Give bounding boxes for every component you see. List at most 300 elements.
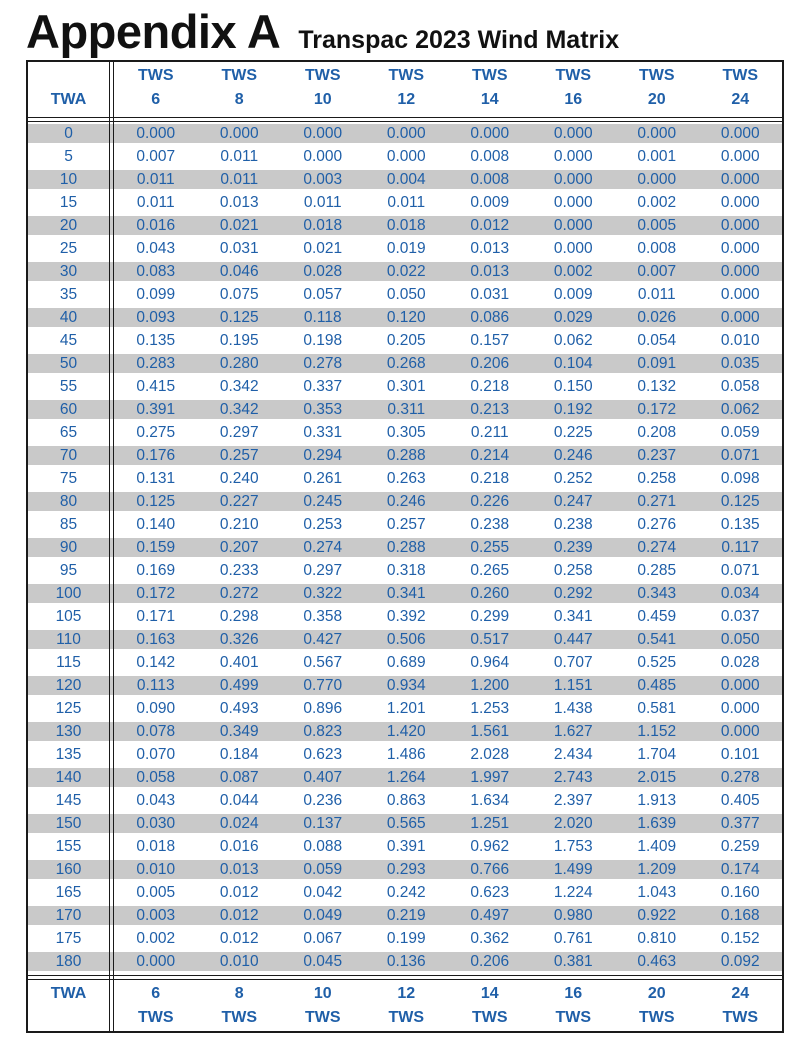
value-cell: 0.000 [720,309,760,326]
value-cell: 0.012 [219,884,259,901]
value-cell: 0.288 [386,539,426,556]
footer-tws-label: TWS [137,1009,174,1026]
header-twa-label: TWA [50,91,87,108]
footer-tws-speed: 12 [397,985,416,1002]
value-cell: 2.015 [637,769,677,786]
table-row [28,260,782,283]
value-cell: 0.152 [720,930,760,947]
value-cell: 0.000 [386,148,426,165]
value-cell: 0.623 [470,884,510,901]
value-cell: 0.034 [720,585,760,602]
footer-tws-label: TWS [471,1009,508,1026]
value-cell: 0.245 [303,493,343,510]
twa-cell: 85 [59,516,78,533]
value-cell: 0.140 [136,516,176,533]
value-cell: 0.362 [470,930,510,947]
value-cell: 0.391 [136,401,176,418]
value-cell: 0.239 [553,539,593,556]
table-row [28,789,782,812]
value-cell: 0.238 [470,516,510,533]
value-cell: 0.565 [386,815,426,832]
footer-tws-speed: 10 [313,985,332,1002]
value-cell: 0.275 [136,424,176,441]
value-cell: 0.093 [136,309,176,326]
value-cell: 0.142 [136,654,176,671]
value-cell: 0.463 [637,953,677,970]
value-cell: 0.299 [470,608,510,625]
value-cell: 0.070 [136,746,176,763]
header-tws-speed: 14 [480,91,499,108]
value-cell: 0.567 [303,654,343,671]
footer-tws-speed: 20 [647,985,666,1002]
value-cell: 0.000 [720,700,760,717]
value-cell: 0.318 [386,562,426,579]
value-cell: 0.255 [470,539,510,556]
value-cell: 0.135 [720,516,760,533]
value-cell: 0.000 [720,677,760,694]
value-cell: 0.770 [303,677,343,694]
value-cell: 0.525 [637,654,677,671]
header-tws-speed: 16 [564,91,583,108]
header-tws-speed: 10 [313,91,332,108]
twa-cell: 115 [56,654,81,671]
value-cell: 1.639 [637,815,677,832]
value-cell: 0.493 [219,700,259,717]
table-row [28,168,782,191]
value-cell: 1.997 [470,769,510,786]
value-cell: 0.261 [303,470,343,487]
table-row [28,536,782,559]
table-row [28,145,782,168]
value-cell: 0.349 [219,723,259,740]
table-row [28,513,782,536]
value-cell: 0.083 [136,263,176,280]
value-cell: 0.236 [303,792,343,809]
value-cell: 0.013 [219,861,259,878]
value-cell: 0.305 [386,424,426,441]
twa-cell: 50 [59,355,78,372]
value-cell: 0.298 [219,608,259,625]
value-cell: 0.120 [386,309,426,326]
value-cell: 0.157 [470,332,510,349]
value-cell: 0.088 [303,838,343,855]
value-cell: 0.000 [720,240,760,257]
table-header [28,62,782,117]
title-block [26,4,619,58]
value-cell: 0.391 [386,838,426,855]
value-cell: 0.381 [553,953,593,970]
value-cell: 0.274 [303,539,343,556]
value-cell: 0.031 [470,286,510,303]
value-cell: 1.251 [470,815,510,832]
value-cell: 0.962 [470,838,510,855]
table-row [28,674,782,697]
value-cell: 0.342 [219,378,259,395]
twa-cell: 135 [55,746,82,763]
table-row [28,927,782,950]
twa-cell: 165 [55,884,82,901]
value-cell: 0.000 [303,148,343,165]
value-cell: 0.000 [136,953,176,970]
value-cell: 0.035 [720,355,760,372]
footer-tws-label: TWS [304,1009,341,1026]
value-cell: 0.964 [470,654,510,671]
twa-cell: 45 [59,332,78,349]
value-cell: 0.214 [470,447,510,464]
value-cell: 0.405 [720,792,760,809]
table-row [28,743,782,766]
value-cell: 0.131 [136,470,176,487]
value-cell: 1.152 [637,723,677,740]
value-cell: 1.420 [386,723,426,740]
value-cell: 0.258 [637,470,677,487]
twa-cell: 0 [64,125,73,142]
value-cell: 0.046 [219,263,259,280]
page-title: Appendix A [26,5,281,58]
twa-cell: 25 [59,240,78,257]
value-cell: 0.013 [219,194,259,211]
value-cell: 0.283 [136,355,176,372]
value-cell: 0.086 [470,309,510,326]
value-cell: 0.011 [387,194,426,211]
table-row [28,582,782,605]
value-cell: 0.000 [720,171,760,188]
value-cell: 0.392 [386,608,426,625]
value-cell: 0.058 [720,378,760,395]
value-cell: 0.211 [470,424,509,441]
value-cell: 0.010 [136,861,176,878]
header-tws-speed: 6 [151,91,161,108]
value-cell: 0.000 [637,125,677,142]
value-cell: 1.209 [637,861,677,878]
value-cell: 0.008 [470,171,510,188]
value-cell: 0.008 [637,240,677,257]
value-cell: 0.427 [303,631,343,648]
header-tws-speed: 12 [397,91,416,108]
value-cell: 0.689 [386,654,426,671]
value-cell: 2.434 [553,746,593,763]
value-cell: 1.438 [553,700,593,717]
value-cell: 0.018 [303,217,343,234]
value-cell: 0.322 [303,585,343,602]
value-cell: 0.208 [637,424,677,441]
table-row [28,651,782,674]
value-cell: 0.125 [136,493,176,510]
value-cell: 0.062 [720,401,760,418]
value-cell: 2.397 [553,792,593,809]
value-cell: 0.092 [720,953,760,970]
value-cell: 0.011 [637,286,676,303]
value-cell: 0.159 [136,539,176,556]
value-cell: 0.005 [136,884,176,901]
table-row [28,237,782,260]
table-row [28,467,782,490]
value-cell: 0.002 [136,930,176,947]
value-cell: 0.225 [553,424,593,441]
table-row [28,605,782,628]
value-cell: 2.020 [553,815,593,832]
value-cell: 0.206 [470,953,510,970]
table-row [28,283,782,306]
value-cell: 0.199 [386,930,426,947]
table-row [28,628,782,651]
value-cell: 2.028 [470,746,510,763]
value-cell: 0.292 [553,585,593,602]
twa-cell: 160 [55,861,82,878]
value-cell: 0.184 [219,746,259,763]
value-cell: 1.151 [553,677,593,694]
value-cell: 0.018 [136,838,176,855]
value-cell: 0.010 [219,953,259,970]
value-cell: 0.000 [720,125,760,142]
value-cell: 0.012 [470,217,510,234]
value-cell: 0.031 [219,240,259,257]
table-row [28,559,782,582]
value-cell: 0.013 [470,263,510,280]
value-cell: 0.058 [136,769,176,786]
value-cell: 0.297 [219,424,259,441]
value-cell: 0.009 [553,286,593,303]
value-cell: 0.415 [136,378,176,395]
table-row [28,766,782,789]
header-tws-label: TWS [221,67,258,84]
value-cell: 1.043 [637,884,677,901]
header-tws-label: TWS [304,67,341,84]
value-cell: 0.342 [219,401,259,418]
footer-tws-speed: 8 [234,985,244,1002]
table-row [28,421,782,444]
twa-cell: 100 [55,585,82,602]
value-cell: 1.627 [553,723,593,740]
page-subtitle: Transpac 2023 Wind Matrix [298,26,620,54]
twa-cell: 150 [55,815,82,832]
value-cell: 0.113 [136,677,175,694]
value-cell: 0.219 [386,907,426,924]
value-cell: 0.227 [219,493,259,510]
value-cell: 0.499 [219,677,259,694]
twa-cell: 65 [59,424,78,441]
value-cell: 0.004 [386,171,426,188]
value-cell: 0.125 [720,493,760,510]
value-cell: 0.012 [219,907,259,924]
footer-twa-label: TWA [50,985,87,1002]
value-cell: 0.071 [720,562,760,579]
table-row [28,375,782,398]
value-cell: 0.233 [219,562,259,579]
value-cell: 0.358 [303,608,343,625]
value-cell: 0.260 [470,585,510,602]
value-cell: 0.078 [136,723,176,740]
value-cell: 0.268 [386,355,426,372]
value-cell: 0.011 [220,171,259,188]
value-cell: 0.934 [386,677,426,694]
header-tws-label: TWS [555,67,592,84]
twa-cell: 55 [59,378,78,395]
twa-cell: 60 [59,401,78,418]
wind-matrix-table [26,60,784,1033]
header-tws-label: TWS [388,67,425,84]
value-cell: 0.218 [470,378,510,395]
value-cell: 1.486 [386,746,426,763]
twa-cell: 80 [59,493,78,510]
twa-cell: 95 [59,562,78,579]
value-cell: 0.980 [553,907,593,924]
value-cell: 0.171 [136,608,176,625]
header-tws-speed: 8 [234,91,244,108]
value-cell: 0.259 [720,838,760,855]
value-cell: 0.000 [136,125,176,142]
value-cell: 1.201 [386,700,426,717]
value-cell: 0.000 [219,125,259,142]
value-cell: 0.000 [553,194,593,211]
table-row [28,490,782,513]
value-cell: 0.024 [219,815,259,832]
value-cell: 0.049 [303,907,343,924]
value-cell: 2.743 [553,769,593,786]
value-cell: 0.240 [219,470,259,487]
value-cell: 0.896 [303,700,343,717]
value-cell: 0.028 [720,654,760,671]
value-cell: 0.022 [386,263,426,280]
value-cell: 0.042 [303,884,343,901]
value-cell: 0.459 [637,608,677,625]
footer-tws-label: TWS [722,1009,759,1026]
value-cell: 0.007 [136,148,176,165]
value-cell: 0.207 [219,539,259,556]
value-cell: 0.331 [303,424,343,441]
value-cell: 0.265 [470,562,510,579]
twa-cell: 175 [55,930,82,947]
value-cell: 0.136 [386,953,426,970]
value-cell: 0.010 [720,332,760,349]
value-cell: 0.075 [219,286,259,303]
table-row [28,858,782,881]
twa-cell: 5 [64,148,73,165]
table-row [28,191,782,214]
value-cell: 0.353 [303,401,343,418]
twa-cell: 15 [59,194,78,211]
value-cell: 0.218 [470,470,510,487]
value-cell: 1.913 [637,792,677,809]
value-cell: 0.761 [553,930,593,947]
value-cell: 0.001 [637,148,677,165]
value-cell: 0.206 [470,355,510,372]
value-cell: 0.541 [637,631,677,648]
table-row [28,720,782,743]
value-cell: 1.561 [470,723,510,740]
value-cell: 0.195 [219,332,259,349]
value-cell: 0.135 [136,332,176,349]
value-cell: 0.377 [720,815,760,832]
value-cell: 0.172 [637,401,677,418]
value-cell: 0.271 [637,493,677,510]
value-cell: 0.029 [553,309,593,326]
value-cell: 0.242 [386,884,426,901]
value-cell: 0.016 [136,217,176,234]
value-cell: 0.823 [303,723,343,740]
value-cell: 0.043 [136,792,176,809]
table-row [28,398,782,421]
twa-cell: 105 [55,608,82,625]
value-cell: 0.117 [721,539,760,556]
value-cell: 1.753 [553,838,593,855]
value-cell: 0.011 [303,194,342,211]
value-cell: 0.012 [219,930,259,947]
value-cell: 0.087 [219,769,259,786]
twa-cell: 110 [56,631,81,648]
value-cell: 0.021 [219,217,259,234]
footer-tws-speed: 24 [731,985,750,1002]
value-cell: 0.026 [637,309,677,326]
value-cell: 0.057 [303,286,343,303]
twa-cell: 120 [55,677,82,694]
value-cell: 0.237 [637,447,677,464]
twa-cell: 75 [59,470,78,487]
value-cell: 0.067 [303,930,343,947]
value-cell: 0.198 [303,332,343,349]
value-cell: 0.002 [637,194,677,211]
value-cell: 1.200 [470,677,510,694]
value-cell: 0.293 [386,861,426,878]
twa-cell: 125 [55,700,82,717]
footer-tws-speed: 16 [564,985,583,1002]
value-cell: 0.172 [136,585,176,602]
value-cell: 0.272 [219,585,259,602]
value-cell: 0.168 [720,907,760,924]
value-cell: 0.018 [386,217,426,234]
value-cell: 0.341 [553,608,593,625]
value-cell: 0.019 [386,240,426,257]
table-footer [28,980,782,1033]
value-cell: 0.125 [219,309,259,326]
value-cell: 0.341 [386,585,426,602]
value-cell: 0.485 [637,677,677,694]
value-cell: 0.000 [720,194,760,211]
value-cell: 0.000 [720,148,760,165]
value-cell: 0.000 [553,171,593,188]
value-cell: 0.247 [553,493,593,510]
value-cell: 0.447 [553,631,593,648]
value-cell: 0.071 [720,447,760,464]
value-cell: 0.000 [553,125,593,142]
value-cell: 0.044 [219,792,259,809]
header-tws-speed: 24 [731,91,750,108]
value-cell: 0.013 [470,240,510,257]
value-cell: 1.224 [553,884,593,901]
value-cell: 0.401 [219,654,259,671]
value-cell: 0.005 [637,217,677,234]
table-row [28,881,782,904]
header-tws-label: TWS [638,67,675,84]
value-cell: 0.021 [303,240,343,257]
value-cell: 0.246 [386,493,426,510]
value-cell: 0.285 [637,562,677,579]
twa-cell: 40 [59,309,78,326]
value-cell: 0.000 [720,217,760,234]
value-cell: 0.311 [387,401,426,418]
value-cell: 0.000 [553,240,593,257]
value-cell: 0.043 [136,240,176,257]
footer-tws-label: TWS [388,1009,425,1026]
value-cell: 1.264 [386,769,426,786]
value-cell: 0.278 [303,355,343,372]
value-cell: 0.003 [136,907,176,924]
twa-cell: 30 [59,263,78,280]
value-cell: 0.301 [386,378,426,395]
value-cell: 0.045 [303,953,343,970]
value-cell: 0.252 [553,470,593,487]
value-cell: 0.000 [720,263,760,280]
